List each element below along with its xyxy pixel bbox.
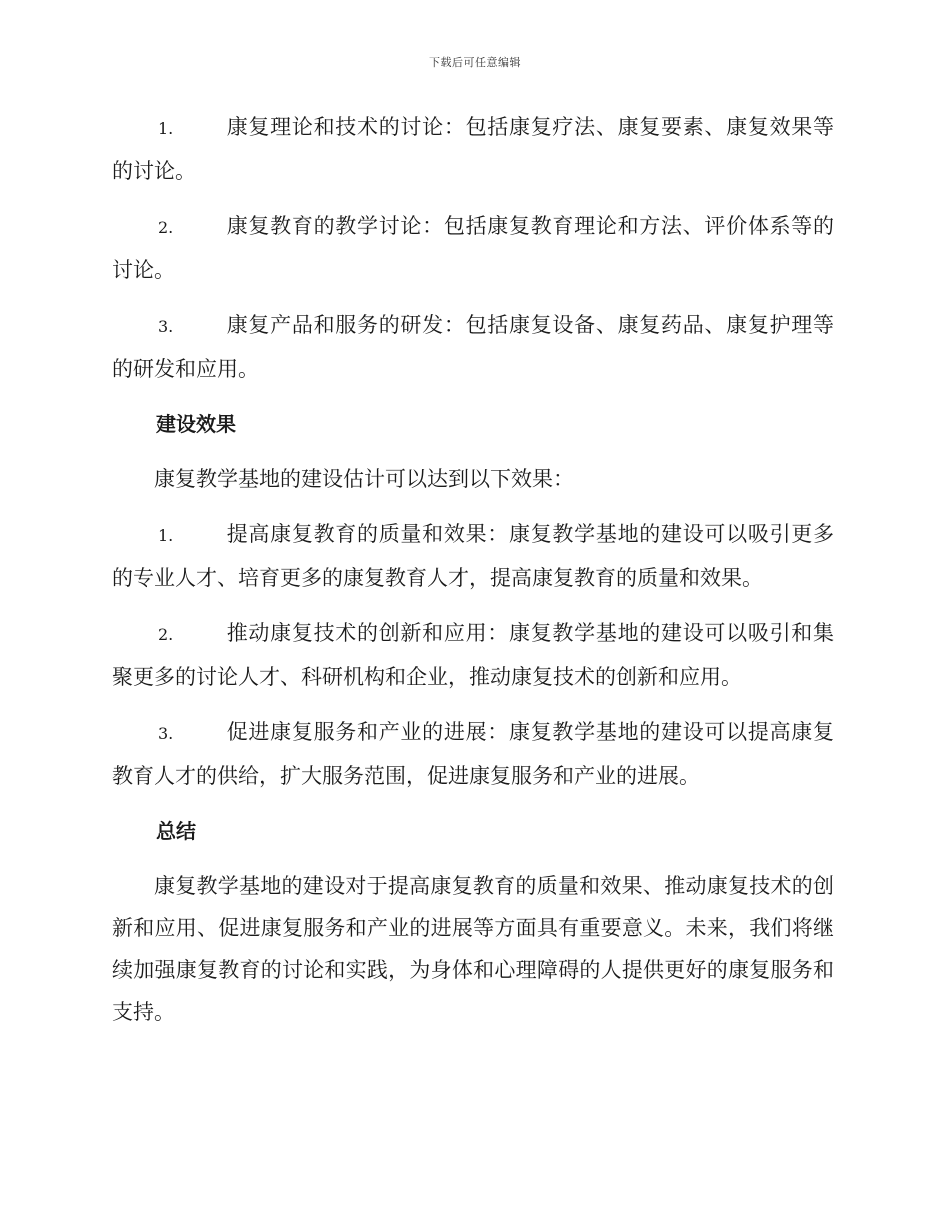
list-number: 1. [158,526,174,545]
list-number: 2. [158,218,174,237]
list-item [112,205,834,291]
effects-intro: 康复教学基地的建设估计可以达到以下效果： [154,467,574,491]
list-item [112,513,834,599]
list-item-text: 康复教育的教学讨论：包括康复教育理论和方法、评价体系等的讨论。 [112,214,834,282]
list-item [112,304,834,390]
list-number: 1. [158,119,174,138]
list-item [112,711,834,797]
list-item-text: 康复理论和技术的讨论：包括康复疗法、康复要素、康复效果等的讨论。 [112,115,834,183]
list-item [112,106,834,192]
section-heading-summary: 总结 [156,819,196,843]
list-item [112,612,834,698]
list-item-text: 推动康复技术的创新和应用：康复教学基地的建设可以吸引和集聚更多的讨论人才、科研机构和企业，推动康复技术的创新和应用。 [112,621,834,689]
document-body [112,106,834,1046]
list-number: 3. [158,724,174,743]
summary-paragraph: 康复教学基地的建设对于提高康复教育的质量和效果、推动康复技术的创新和应用、促进康复服务和产业的进展等方面具有重要意义。未来，我们将继续加强康复教育的讨论和实践，为身体和心理障碍的人提供更好的康复服务和支持。 [112,874,834,1024]
list-item-text: 康复产品和服务的研发：包括康复设备、康复药品、康复护理等的研发和应用。 [112,313,834,381]
list-item-text: 提高康复教育的质量和效果：康复教学基地的建设可以吸引更多的专业人才、培育更多的康复教育人才，提高康复教育的质量和效果。 [112,522,834,590]
list-item-text: 促进康复服务和产业的进展：康复教学基地的建设可以提高康复教育人才的供给，扩大服务范围，促进康复服务和产业的进展。 [112,720,834,788]
list-number: 2. [158,625,174,644]
page-header: 下载后可任意编辑 [429,56,521,69]
list-number: 3. [158,317,174,336]
section-heading-effects: 建设效果 [156,412,236,436]
